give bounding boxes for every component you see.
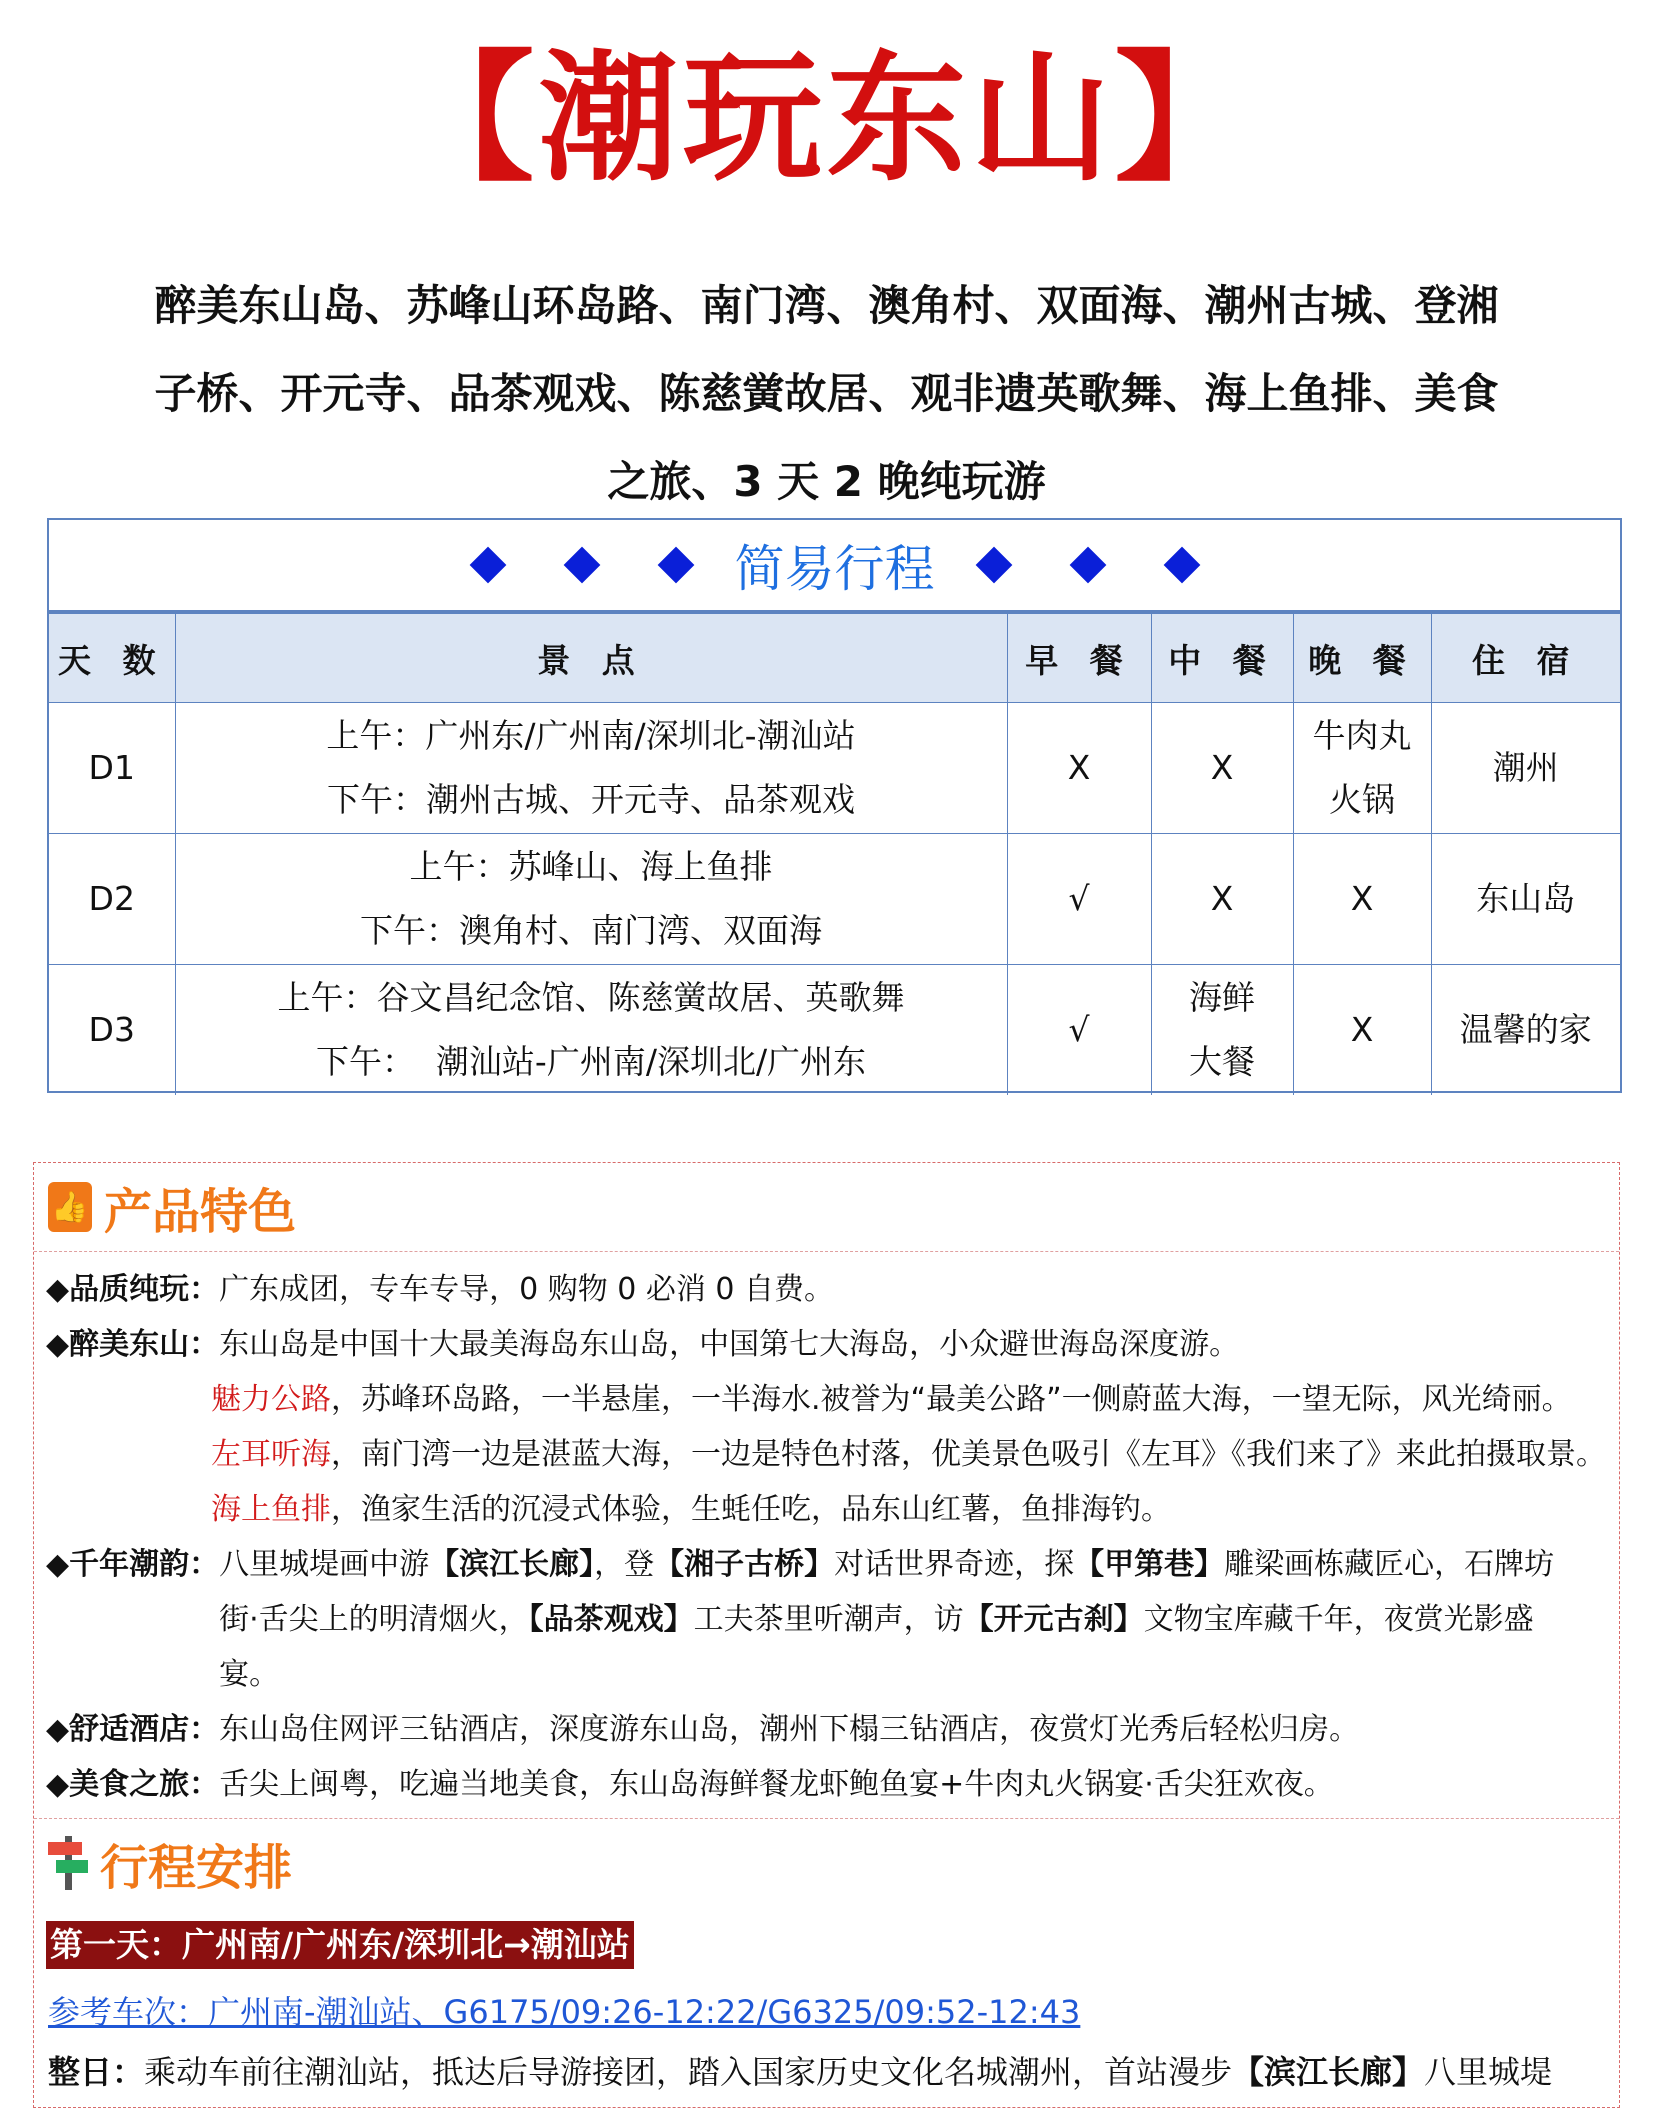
feature-text <box>219 1537 1619 1702</box>
feature-panel <box>33 1162 1620 2108</box>
bold-run: 【品茶观戏】 <box>528 1602 694 1637</box>
am-text: 上午：广州东/广州南/深圳北-潮汕站 <box>326 716 856 755</box>
whole-day-label: 整日： <box>48 2053 145 2091</box>
diamond-icon <box>1163 547 1200 584</box>
whole-day-text: 乘动车前往潮汕站，抵达后导游接团，踏入国家历史文化名城潮州，首站漫步 <box>144 2053 1233 2091</box>
header-breakfast: 早 餐 <box>1007 614 1151 703</box>
dinner-line: 牛肉丸 <box>1312 716 1412 755</box>
feature-label: ◆品质纯玩： <box>46 1272 220 1307</box>
lunch-line: 海鲜 <box>1189 978 1255 1017</box>
signpost-icon <box>48 1836 88 1890</box>
features-header <box>34 1163 1619 1252</box>
table-row <box>49 965 1620 1096</box>
feature-item <box>46 1317 1619 1372</box>
feature-item <box>46 1537 1619 1702</box>
text-run: 文物宝库藏千年，夜赏光影盛 <box>1143 1602 1534 1637</box>
header-stay: 住 宿 <box>1431 614 1620 703</box>
intro-line-3: 之旅、3 天 2 晚纯玩游 <box>607 457 1046 506</box>
feature-text: 东山岛是中国十大最美海岛东山岛，中国第七大海岛，小众避世海岛深度游。 <box>219 1327 1240 1362</box>
lunch-line: 大餐 <box>1189 1042 1255 1081</box>
feature-label: ◆舒适酒店： <box>46 1712 220 1747</box>
dinner-cell: X <box>1293 965 1431 1096</box>
am-text: 上午：谷文昌纪念馆、陈慈黉故居、英歌舞 <box>277 978 905 1017</box>
features-list <box>34 1252 1619 1812</box>
feature-text: 舌尖上闽粤，吃遍当地美食，东山岛海鲜餐龙虾鲍鱼宴+牛肉丸火锅宴·舌尖狂欢夜。 <box>219 1767 1334 1802</box>
text-run: 宴。 <box>219 1657 280 1692</box>
feature-item <box>46 1702 1619 1757</box>
thumbs-up-icon: 👍 <box>48 1182 92 1232</box>
text-run: 八里城堤画中游 <box>219 1547 430 1582</box>
subitem-text: ，南门湾一边是湛蓝大海，一边是特色村落，优美景色吸引《左耳》《我们来了》来此拍摄取景。 <box>331 1437 1606 1472</box>
breakfast-cell: √ <box>1007 834 1151 965</box>
itinerary-grid <box>49 613 1620 1095</box>
schedule-title: 行程安排 <box>100 1839 293 1896</box>
bold-run: 【开元古刹】 <box>963 1602 1144 1637</box>
highlight-text: 海上鱼排 <box>211 1492 331 1527</box>
subitem-text: ，苏峰环岛路，一半悬崖，一半海水.被誉为“最美公路”一侧蔚蓝大海，一望无际，风光绮丽。 <box>331 1382 1572 1417</box>
bold-run: 【甲第巷】 <box>1074 1547 1225 1582</box>
text-run: 雕梁画栋藏匠心，石牌坊 <box>1224 1547 1555 1582</box>
day-cell: D1 <box>49 703 175 834</box>
pm-text: 下午：潮州古城、开元寺、品茶观戏 <box>327 780 855 819</box>
feature-label: ◆千年潮韵： <box>46 1547 220 1582</box>
spots-cell <box>175 965 1007 1096</box>
day-cell: D2 <box>49 834 175 965</box>
lunch-cell: X <box>1151 834 1293 965</box>
subitem-text: ，渔家生活的沉浸式体验，生蚝任吃，品东山红薯，鱼排海钓。 <box>331 1492 1171 1527</box>
diamond-icon <box>975 547 1012 584</box>
text-run: 对话世界奇迹，探 <box>834 1547 1075 1582</box>
bold-run: 【滨江长廊】 <box>429 1547 595 1582</box>
itinerary-heading <box>49 520 1620 613</box>
stay-cell: 潮州 <box>1431 703 1620 834</box>
feature-label: ◆醉美东山： <box>46 1327 220 1362</box>
header-lunch: 中 餐 <box>1151 614 1293 703</box>
table-row <box>49 834 1620 965</box>
text-run: 街·舌尖上的明清烟火， <box>219 1602 529 1637</box>
feature-text: 广东成团，专车专导，0 购物 0 必消 0 自费。 <box>219 1272 835 1307</box>
intro-line-1: 醉美东山岛、苏峰山环岛路、南门湾、澳角村、双面海、潮州古城、登湘 <box>154 281 1499 330</box>
day1-bar: 第一天：广州南/广州东/深圳北→潮汕站 <box>46 1921 634 1969</box>
train-reference-link[interactable]: 参考车次：广州南-潮汕站、G6175/09:26-12:22/G6325/09:52-12:43 <box>48 1993 1081 2031</box>
diamond-icon <box>1069 547 1106 584</box>
intro-line-2: 子桥、开元寺、品茶观戏、陈慈黉故居、观非遗英歌舞、海上鱼排、美食 <box>154 369 1499 418</box>
dinner-cell: X <box>1293 834 1431 965</box>
lunch-cell <box>1151 965 1293 1096</box>
diamond-icon <box>469 547 506 584</box>
stay-cell: 东山岛 <box>1431 834 1620 965</box>
text-run: ，登 <box>594 1547 655 1582</box>
table-header-row <box>49 614 1620 703</box>
feature-item <box>46 1262 1619 1317</box>
header-days: 天 数 <box>49 614 175 703</box>
itinerary-table <box>47 518 1622 1093</box>
highlight-text: 魅力公路 <box>211 1382 331 1417</box>
table-row <box>49 703 1620 834</box>
header-dinner: 晚 餐 <box>1293 614 1431 703</box>
features-title: 产品特色 <box>104 1183 297 1240</box>
whole-day-text: 八里城堤 <box>1424 2053 1553 2091</box>
feature-subitem <box>46 1427 1619 1482</box>
diamond-icon <box>657 547 694 584</box>
am-text: 上午：苏峰山、海上鱼排 <box>409 847 773 886</box>
breakfast-cell: √ <box>1007 965 1151 1096</box>
intro-text <box>100 262 1553 526</box>
lunch-cell: X <box>1151 703 1293 834</box>
page-title: 【潮玩东山】 <box>394 38 1259 201</box>
dinner-line: 火锅 <box>1329 780 1395 819</box>
spots-cell <box>175 703 1007 834</box>
text-run: 工夫茶里听潮声，访 <box>693 1602 964 1637</box>
dinner-cell <box>1293 703 1431 834</box>
pm-text: 下午：澳角村、南门湾、双面海 <box>360 911 822 950</box>
feature-item <box>46 1757 1619 1812</box>
pm-text: 下午： 潮汕站-广州南/深圳北/广州东 <box>315 1042 867 1081</box>
highlight-text: 左耳听海 <box>211 1437 331 1472</box>
breakfast-cell: X <box>1007 703 1151 834</box>
day1-description <box>48 2047 1619 2097</box>
diamond-icon <box>563 547 600 584</box>
header-spots: 景 点 <box>175 614 1007 703</box>
schedule-header <box>34 1818 1619 1907</box>
itinerary-heading-text: 简易行程 <box>734 540 935 598</box>
feature-subitem <box>46 1372 1619 1427</box>
bold-run: 【湘子古桥】 <box>654 1547 835 1582</box>
spots-cell <box>175 834 1007 965</box>
stay-cell: 温馨的家 <box>1431 965 1620 1096</box>
feature-subitem <box>46 1482 1619 1537</box>
feature-text: 东山岛住网评三钻酒店，深度游东山岛，潮州下榻三钻酒店，夜赏灯光秀后轻松归房。 <box>219 1712 1360 1747</box>
day-cell: D3 <box>49 965 175 1096</box>
bold-run: 【滨江长廊】 <box>1232 2053 1425 2091</box>
feature-label: ◆美食之旅： <box>46 1767 220 1802</box>
